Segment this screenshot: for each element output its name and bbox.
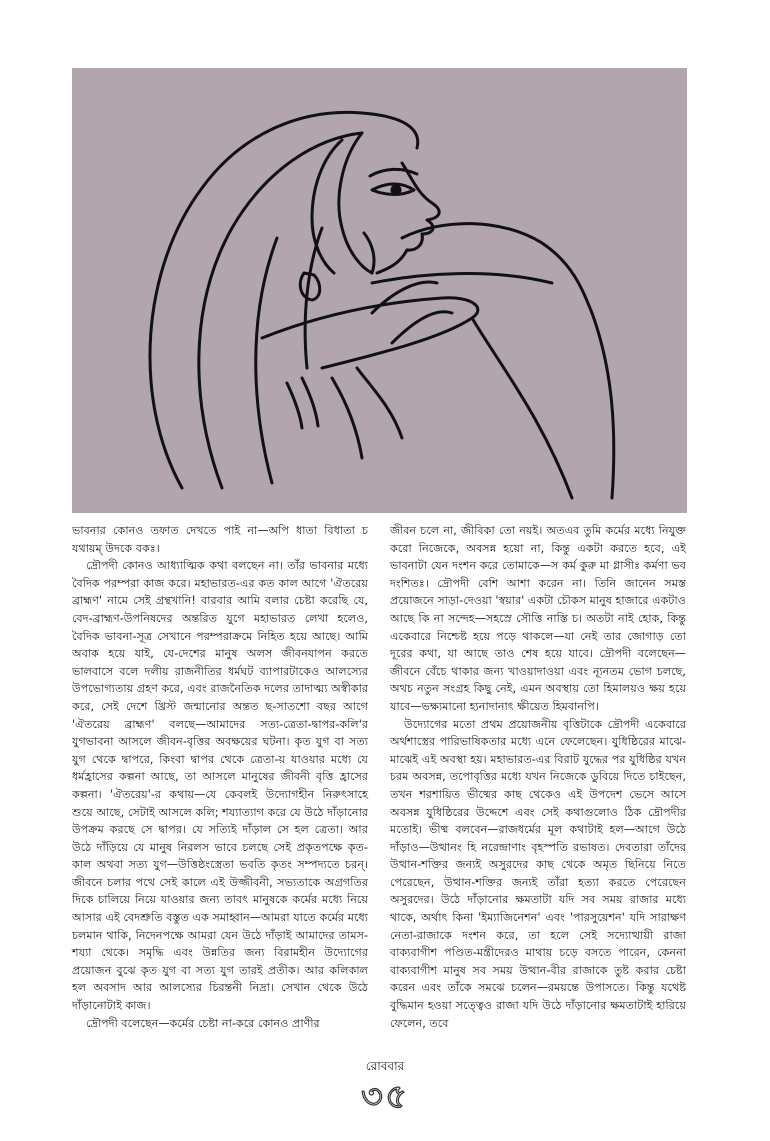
illustration-panel — [72, 68, 687, 513]
page-footer — [0, 1058, 770, 1116]
paragraph: দ্রৌপদী কোনও আধ্যাত্মিক কথা বলছেন না। তাঁর ভাবনার মধ্যে বৈদিক পরম্পরা কাজ করে। মহাভারত-এর কত কাল আগে 'ঐতরেয় ব্রাহ্মণ' নামে সেই গ্রন্থখানি! বারবার আমি বলার চেষ্টা করেছি যে, বেদ-ব্রাহ্মণ-উপনিষদের অন্তরিত যুগে মহাভারত লেখা হলেও, বৈদিক ভাবনা-সূত্র সেখানে পরম্পরাক্রমে নিহিত হয়ে আছে। আমি অবাক হয়ে যাই, যে-দেশের মানুষ অলস জীবনযাপন করতে ভালবাসে বলে দলীয় রাজনীতির ধর্মঘট ব্যাপারটাকেও আলস্যের উপভোগ্যতায় গ্রহণ করে, এবং রাজনৈতিক দলের তাদাত্ম্য অস্বীকার করে, সেই দেশে খ্রিস্ট জন্মানোর অন্তত ছ-সাতশো বছর আগে 'ঐতরেয় ব্রাহ্মণ' বলছে—আমাদের সত্য-ত্রেতা-দ্বাপর-কলি'র যুগভাবনা আসলে জীবন-বৃত্তির অবক্ষয়ের ঘটনা। কৃত যুগ বা সত্য যুগ থেকে দ্বাপরে, কিংবা দ্বাপর থেকে ত্রেতা-য় যাওয়ার মধ্যে যে ধর্মহ্রাসের কল্পনা আছে, তা আসলে মানুষের জীবনী বৃত্তি হ্রাসের কল্পনা। 'ঐতরেয়'-র কথায়—যে কেবলই উদ্যোগহীন নিরুৎসাহে শুয়ে আছে, সেটাই আসলে কলি; শয্যাত্যাগ করে যে উঠে দাঁড়ানোর উপক্রম করছে সে দ্বাপর। যে সত্যিই দাঁড়াল সে হল ত্রেতা। আর উঠে দাঁড়িয়ে যে মানুষ নিরলস ভাবে চলছে সেই প্রকৃতপক্ষে কৃত-কাল অথবা সত্য যুগ—উত্তিষ্ঠংস্ত্রেতা ভবতি কৃতং সম্পদ্যতে চরন্। জীবনে চলার পথে সেই কালে এই উজ্জীবনী, সভ্যতাকে অগ্রগতির দিকে চালিয়ে নিয়ে যাওয়ার জন্য তাবৎ মানুষকে কর্মের মধ্যে নিয়ে আসার এই বেদশ্রুতি বস্তুত এক সমাহ্বান—আমরা যাতে কর্মের মধ্যে চলমান থাকি, নিদেনপক্ষে আমরা যেন উঠে দাঁড়াই আমাদের তামস-শয্যা থেকে। সমৃদ্ধি এবং উন্নতির জন্য বিরামহীন উদ্যোগের প্রয়োজন বুঝে কৃত যুগ বা সত্য যুগ তারই প্রতীক। আর কলিকাল হল অবসাদ আর আলস্যের চিরন্তনী নিদ্রা। সেখান থেকে উঠে দাঁড়ানোটাই কাজ। — [72, 559, 368, 1013]
right-column — [390, 522, 686, 1032]
woman-line-drawing — [72, 68, 687, 513]
page-number: ৩৫ — [360, 1077, 410, 1117]
publication-name: রোববার — [365, 1059, 405, 1073]
paragraph: ভাবনার কোনও তফাত দেখতে পাই না—অপি ধাতা বিধাতা চ যথায়ম্ উদকে বকঃ। — [72, 524, 368, 555]
paragraph: উদ্যোগের মতো প্রথম প্রয়োজনীয় বৃত্তিটাকে দ্রৌপদী একেবারে অর্থশাস্ত্রের পারিভাষিকতার মধ্যে এনে ফেলেছেন। যুধিষ্ঠিরের মাঝে-মাঝেই এই অবস্থা হয়। মহাভারত-এর বিরাট যুদ্ধের পর যুধিষ্ঠির যখন চরম অবসন্ন, তপোবৃত্তির মধ্যে যখন নিজেকে ডুবিয়ে দিতে চাইছেন, তখন শরশায়িত ভীষ্মের কাছ থেকেও এই উপদেশ ভেসে আসে অবসন্ন যুধিষ্ঠিরের উদ্দেশে এবং সেই কথাগুলোও ঠিক দ্রৌপদীর মতোই। ভীষ্ম বলবেন—রাজধর্মের মূল কথাটাই হল—আগে উঠে দাঁড়াও—উত্থানং হি নরেন্দ্রাণাং বৃহস্পতি রভাষত। দেবতারা তাঁদের উত্থান-শক্তির জন্যই অসুরদের কাছ থেকে অমৃত ছিনিয়ে নিতে পেরেছেন, উত্থান-শক্তির জন্যই তাঁরা হত্যা করতে পেরেছেন অসুরদের। উঠে দাঁড়ানোর ক্ষমতাটা যদি সব সময় রাজার মধ্যে থাকে, অর্থাৎ কিনা 'ইম্যাজিনেশন' এবং 'পারসুয়েশন' যদি সারাক্ষণ নেতা-রাজাকে দংশন করে, তা হলে সেই সদ্যোত্থায়ী রাজা বাক্যবাগীশ পণ্ডিত-মন্ত্রীদেরও মাথায় চড়ে বসতে পারেন, কেননা বাক্যবাগীশ মানুষ সব সময় উত্থান-বীর রাজাকে তুষ্ট করার চেষ্টা করেন এবং তাঁকে সমঝে চলেন—রময়ন্তে উপাসতে। কিন্তু যথেষ্ট বুদ্ধিমান হওয়া সত্ত্বেও রাজা যদি উঠে দাঁড়ানোর ক্ষমতাটাই হারিয়ে ফেলেন, তবে — [390, 717, 686, 1030]
paragraph: দ্রৌপদী বলেছেন—কর্মের চেষ্টা না-করে কোনও প্রাণীর — [86, 1016, 320, 1030]
left-column — [72, 522, 368, 1032]
paragraph: জীবন চলে না, জীবিকা তো নয়ই। অতএব তুমি কর্মের মধ্যে নিযুক্ত করো নিজেকে, অবসন্ন হয়ো না, কিন্তু একটা করতে হবে, এই ভাবনাটা যেন দংশন করে তোমাকে—স কর্ম কুরু মা গ্লাসীঃ কর্মণা ভব দংশিতঃ। দ্রৌপদী বেশি আশা করেন না। তিনি জানেন সমস্ত প্রয়োজনে সাড়া-দেওয়া 'স্বয়ার' একটা চৌকস মানুষ হাজারে একটাও আছে কি না সন্দেহ—সহস্রে সৌত্তি নাস্তি চ। অতটা নাই হোক, কিন্তু একেবারে নিশ্চেষ্ট হয়ে পড়ে থাকলে—যা নেই তার জোগাড় তো দূরের কথা, যা আছে তাও শেষ হয়ে যাবে। দ্রৌপদী বলেছেন—জীবনে বেঁচে থাকার জন্য খাওয়াদাওয়া এবং ন্যূনতম ভোগ চলছে, অথচ নতুন সংগ্রহ কিছু নেই, এমন অবস্থায় তো হিমালয়ও ক্ষয় হয়ে যাবে—ভক্ষ্যমানো হ্যনাদানাৎ ক্ষীয়েত হিমবানপি। — [390, 524, 687, 713]
